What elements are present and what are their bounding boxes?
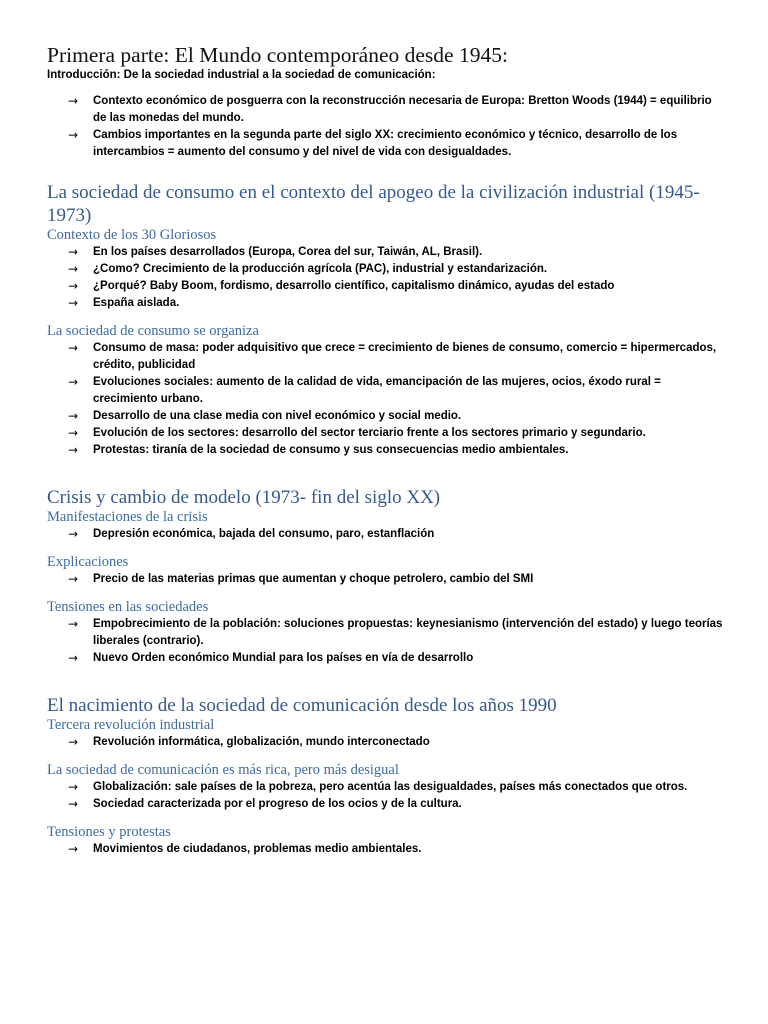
arrow-icon: → [68, 128, 79, 142]
list-item [47, 278, 727, 295]
arrow-icon: → [68, 94, 79, 108]
list-item-text: Evolución de los sectores: desarrollo del sector terciario frente a los sectores primario y segundario. [93, 427, 646, 439]
list-item-text: Protestas: tiranía de la sociedad de consumo y sus consecuencias medio ambientales. [93, 444, 569, 456]
subsection-heading: Explicaciones [47, 554, 129, 570]
section-heading: El nacimiento de la sociedad de comunicación desde los años 1990 [47, 695, 557, 716]
bullet-list [47, 571, 727, 588]
subsection [47, 323, 727, 459]
intro-item [47, 93, 727, 127]
list-item [47, 779, 727, 796]
subsection [47, 509, 727, 543]
bullet-list [47, 340, 727, 459]
arrow-icon: → [68, 296, 79, 310]
list-item-text: Nuevo Orden económico Mundial para los países en vía de desarrollo [93, 652, 474, 664]
subsection [47, 717, 727, 751]
bullet-list [47, 734, 727, 751]
list-item [47, 734, 727, 751]
arrow-icon: → [68, 842, 79, 856]
arrow-icon: → [68, 341, 79, 355]
section-consumer-society [47, 181, 727, 459]
arrow-icon: → [68, 572, 79, 586]
list-item-text: En los países desarrollados (Europa, Corea del sur, Taiwán, AL, Brasil). [93, 246, 483, 258]
list-item-text: Globalización: sale países de la pobreza, pero acentúa las desigualdades, países más conectados que otros. [93, 781, 688, 793]
arrow-icon: → [68, 443, 79, 457]
section-heading: Crisis y cambio de modelo (1973- fin del siglo XX) [47, 487, 441, 508]
list-item [47, 616, 727, 650]
list-item [47, 841, 727, 858]
arrow-icon: → [68, 262, 79, 276]
arrow-icon: → [68, 780, 79, 794]
list-item [47, 374, 727, 408]
list-item [47, 425, 727, 442]
intro-list [47, 93, 727, 161]
document-title: Primera parte: El Mundo contemporáneo desde 1945: [47, 43, 508, 67]
list-item-text: Evoluciones sociales: aumento de la calidad de vida, emancipación de las mujeres, ocios, éxodo rural = crecimiento urbano. [93, 376, 661, 405]
bullet-list [47, 841, 727, 858]
list-item [47, 340, 727, 374]
arrow-icon: → [68, 651, 79, 665]
subsection-heading: La sociedad de comunicación es más rica, pero más desigual [47, 762, 399, 778]
subsection [47, 227, 727, 312]
subsection-heading: Tensiones y protestas [47, 824, 171, 840]
bullet-list [47, 616, 727, 667]
list-item-text: Sociedad caracterizada por el progreso de los ocios y de la cultura. [93, 798, 462, 810]
arrow-icon: → [68, 426, 79, 440]
list-item [47, 796, 727, 813]
intro-heading: Introducción: De la sociedad industrial a la sociedad de comunicación: [47, 69, 436, 81]
document-page [47, 42, 727, 858]
list-item [47, 261, 727, 278]
list-item-text: Consumo de masa: poder adquisitivo que crece = crecimiento de bienes de consumo, comercio = hipermercados, crédito, publicidad [93, 342, 717, 371]
intro-item-text: Cambios importantes en la segunda parte del siglo XX: crecimiento económico y técnico, desarrollo de los intercambios = aumento del consumo y del nivel de vida con desigualdades. [93, 129, 678, 158]
subsection [47, 824, 727, 858]
list-item [47, 295, 727, 312]
list-item [47, 244, 727, 261]
arrow-icon: → [68, 245, 79, 259]
bullet-list [47, 244, 727, 312]
arrow-icon: → [68, 617, 79, 631]
list-item-text: Depresión económica, bajada del consumo, paro, estanflación [93, 528, 435, 540]
list-item-text: Precio de las materias primas que aumentan y choque petrolero, cambio del SMI [93, 573, 534, 585]
list-item-text: Empobrecimiento de la población: soluciones propuestas: keynesianismo (intervención del estado) y luego teorías liberales (contrario). [93, 618, 723, 647]
section-heading: La sociedad de consumo en el contexto del apogeo de la civilización industrial (1945-1973) [47, 182, 700, 226]
subsection [47, 762, 727, 813]
list-item-text: Revolución informática, globalización, mundo interconectado [93, 736, 430, 748]
subsection-heading: La sociedad de consumo se organiza [47, 323, 259, 339]
intro-item-text: Contexto económico de posguerra con la reconstrucción necesaria de Europa: Bretton Woods (1944) = equilibrio de las monedas del mundo. [93, 95, 712, 124]
arrow-icon: → [68, 279, 79, 293]
intro-item [47, 127, 727, 161]
list-item-text: Movimientos de ciudadanos, problemas medio ambientales. [93, 843, 422, 855]
arrow-icon: → [68, 409, 79, 423]
list-item [47, 442, 727, 459]
list-item-text: España aislada. [93, 297, 180, 309]
list-item-text: ¿Como? Crecimiento de la producción agrícola (PAC), industrial y estandarización. [93, 263, 548, 275]
subsection [47, 599, 727, 667]
list-item-text: Desarrollo de una clase media con nivel económico y social medio. [93, 410, 462, 422]
arrow-icon: → [68, 797, 79, 811]
section-communication-society [47, 694, 727, 858]
list-item [47, 408, 727, 425]
section-crisis [47, 486, 727, 667]
bullet-list [47, 526, 727, 543]
list-item [47, 650, 727, 667]
subsection-heading: Tensiones en las sociedades [47, 599, 209, 615]
list-item-text: ¿Porqué? Baby Boom, fordismo, desarrollo científico, capitalismo dinámico, ayudas del estado [93, 280, 615, 292]
arrow-icon: → [68, 375, 79, 389]
subsection-heading: Tercera revolución industrial [47, 717, 215, 733]
list-item [47, 526, 727, 543]
arrow-icon: → [68, 735, 79, 749]
subsection [47, 554, 727, 588]
subsection-heading: Manifestaciones de la crisis [47, 509, 208, 525]
list-item [47, 571, 727, 588]
arrow-icon: → [68, 527, 79, 541]
subsection-heading: Contexto de los 30 Gloriosos [47, 227, 217, 243]
bullet-list [47, 779, 727, 813]
